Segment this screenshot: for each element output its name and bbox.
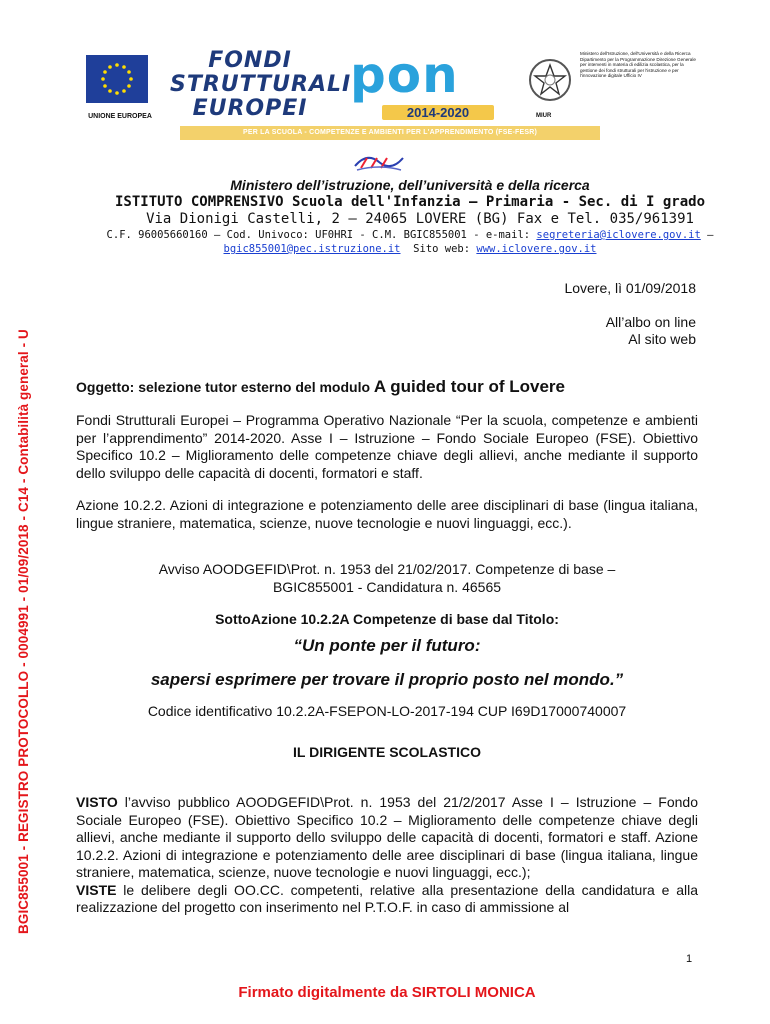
document-date: Lovere, lì 01/09/2018 (564, 280, 696, 296)
digital-signature: Firmato digitalmente da SIRTOLI MONICA (238, 984, 536, 1001)
fondi-line-1: FONDI (208, 48, 292, 73)
paragraph-azione: Azione 10.2.2. Azioni di integrazione e potenziamento delle aree disciplinari di base (lingua italiana, lingue straniere, matematica, scienze, nuove tecnologie e nuovi linguaggi, ecc.). (76, 497, 698, 531)
avviso-line-2: BGIC855001 - Candidatura n. 46565 (272, 578, 502, 595)
website-label: Sito web: (413, 243, 477, 255)
website-link[interactable]: www.iclovere.gov.it (476, 243, 597, 255)
recipient-albo: All’albo on line (605, 314, 696, 330)
page-number: 1 (686, 953, 693, 965)
email-link[interactable]: segreteria@iclovere.gov.it (536, 229, 701, 241)
visto-text: l’avviso pubblico AOODGEFID\Prot. n. 1953 del 21/2/2017 Asse I – Istruzione – Fondo Sociale Europeo (FSE). Obiettivo Specifico 10.2 – Miglioramento delle competenze chiave degli allievi, anche mediante il supporto dello sviluppo delle capacità di docenti, formatori e staff. Azione 10.2.2. Azioni di integrazione e potenziamento delle aree disciplinari di base (lingua italiana, lingue straniere, matematica, scienze, nuove tecnologie e nuovi linguaggi, ecc.); (76, 794, 698, 880)
ministry-department-text: Ministero dell'Istruzione, dell'Università e della Ricerca Dipartimento per la Programmazione Direzione Generale per interventi in materia di edilizia scolastica, per la gestione dei fondi strutturali per l'istruzione e per l'innovazione digitale Ufficio IV (580, 51, 696, 79)
project-title-line-1: “Un ponte per il futuro: (293, 636, 481, 655)
subject-prefix: Oggetto: selezione tutor esterno del modulo (76, 379, 374, 395)
fondi-strutturali-logo (170, 48, 352, 121)
project-title-line-2: sapersi esprimere per trovare il proprio posto nel mondo.” (150, 670, 624, 689)
school-name: ISTITUTO COMPRENSIVO Scuola dell'Infanzia – Primaria - Sec. di I grado (114, 194, 705, 210)
subject-line (76, 377, 565, 397)
school-address: Via Dionigi Castelli, 2 – 24065 LOVERE (BG) Fax e Tel. 035/961391 (146, 211, 694, 227)
visto-label: VISTO (76, 794, 118, 810)
dirigente-heading: IL DIRIGENTE SCOLASTICO (293, 744, 481, 760)
pon-years: 2014-2020 (382, 105, 494, 120)
ministry-title: Ministero dell’istruzione, dell’università e della ricerca (230, 177, 590, 193)
eu-flag-icon (86, 55, 148, 103)
avviso-reference (76, 561, 698, 596)
visto-viste-section (76, 794, 698, 917)
avviso-line-1: Avviso AOODGEFID\Prot. n. 1953 del 21/02/2017. Competenze di base – (158, 561, 616, 577)
eu-label: UNIONE EUROPEA (88, 113, 152, 120)
pon-wordmark: pon (350, 46, 459, 104)
miur-label: MIUR (536, 113, 552, 119)
recipients (606, 314, 696, 348)
viste-text: le delibere degli OO.CC. competenti, relative alla presentazione della candidatura e alla realizzazione del progetto con inserimento nel P.T.O.F. in caso di ammissione al (76, 881, 698, 915)
contacts-dash: – (700, 229, 714, 241)
project-code: Codice identificativo 10.2.2A-FSEPON-LO-2017-194 CUP I69D17000740007 (147, 703, 627, 719)
pec-link[interactable]: bgic855001@pec.istruzione.it (223, 243, 401, 255)
pon-banner (80, 45, 700, 145)
eu-stars-icon (86, 55, 148, 103)
fiscal-codes: C.F. 96005660160 – Cod. Univoco: UF0HRI - C.M. BGIC855001 - e-mail: (106, 229, 537, 241)
recipient-sito: Al sito web (628, 331, 696, 347)
school-logo-icon (353, 148, 405, 174)
pon-logo (342, 46, 518, 125)
fondi-line-2: STRUTTURALI (170, 72, 352, 97)
module-title: A guided tour of Lovere (373, 377, 565, 396)
sottoazione-heading: SottoAzione 10.2.2A Competenze di base dal Titolo: (215, 611, 559, 627)
banner-strip: PER LA SCUOLA - COMPETENZE E AMBIENTI PER L'APPRENDIMENTO (FSE-FESR) (180, 126, 600, 140)
fondi-line-3: EUROPEI (192, 96, 308, 121)
protocol-stamp: BGIC855001 - REGISTRO PROTOCOLLO - 0004991 - 01/09/2018 - C14 - Contabilità general - U (16, 329, 31, 934)
italian-republic-emblem-icon (527, 57, 573, 103)
viste-label: VISTE (76, 881, 117, 898)
school-contacts (60, 228, 760, 256)
paragraph-fondi: Fondi Strutturali Europei – Programma Operativo Nazionale “Per la scuola, competenze e ambienti per l’apprendimento” 2014-2020. Asse I – Istruzione – Fondo Sociale Europeo (FSE). Obiettivo Specifico 10.2 – Miglioramento delle competenze chiave degli allievi, anche mediante il supporto dello sviluppo delle capacità di docenti, formatori e staff. (76, 412, 698, 481)
